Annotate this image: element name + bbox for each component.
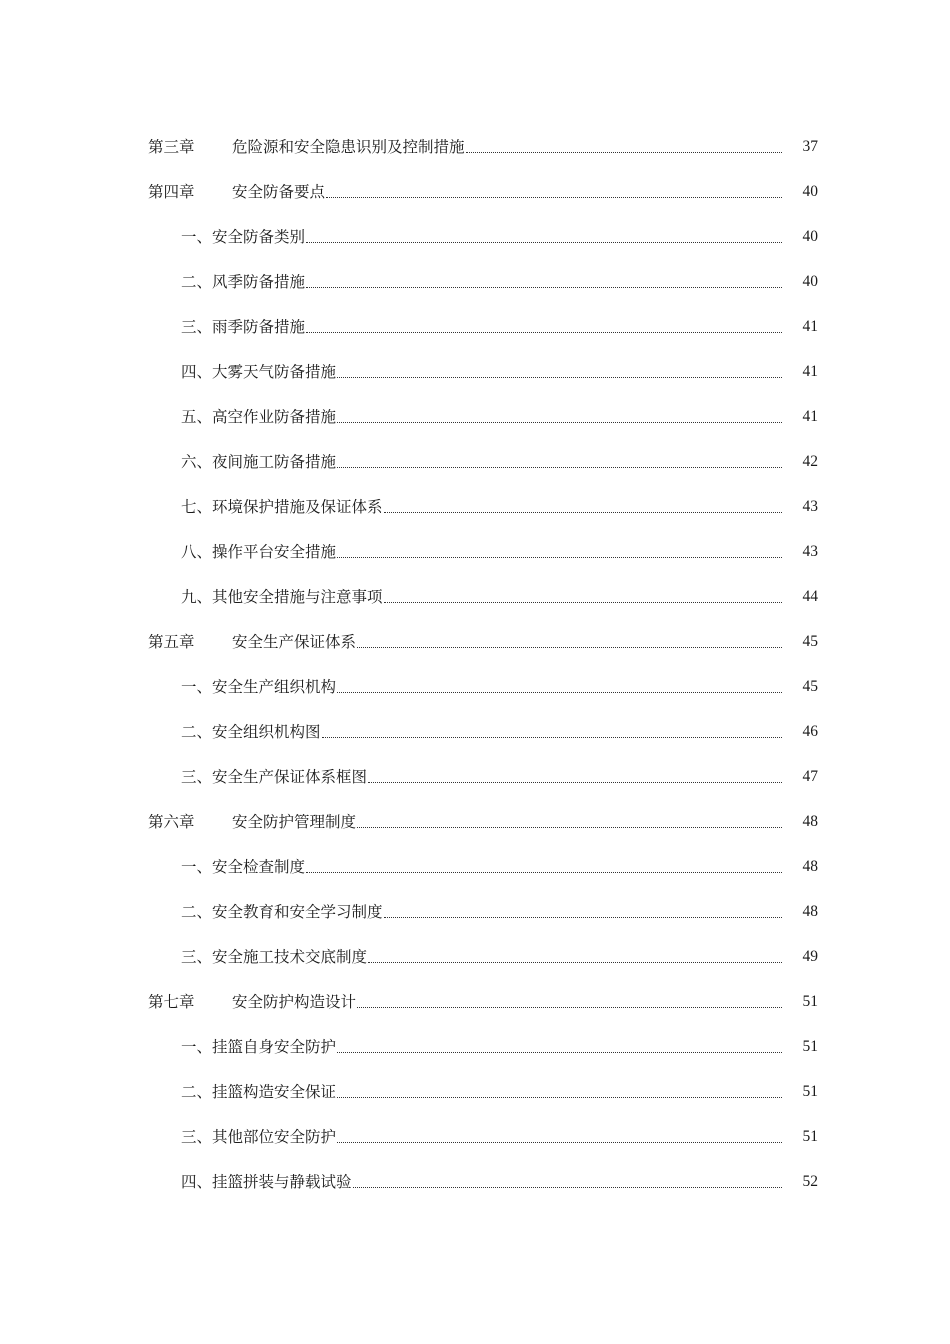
page-number: 41 [802,318,818,335]
toc-chapter-entry[interactable] [148,609,818,654]
toc-section-entry[interactable] [148,699,818,744]
entry-title: 三、安全施工技术交底制度 [181,948,368,966]
page-number: 47 [802,768,818,785]
entry-title: 八、操作平台安全措施 [181,543,337,561]
toc-chapter-entry[interactable] [148,969,818,1014]
entry-title: 九、其他安全措施与注意事项 [181,588,383,606]
dot-leader [306,331,782,333]
page-number: 51 [802,1128,818,1145]
entry-title: 安全生产保证体系 [232,633,357,651]
page-number: 37 [802,138,818,155]
dot-leader [337,376,782,378]
toc-chapter-entry[interactable] [148,159,818,204]
dot-leader [368,781,782,783]
toc-section-entry[interactable] [148,429,818,474]
dot-leader [384,511,782,513]
dot-leader [322,736,782,738]
entry-title: 一、安全检查制度 [181,858,306,876]
table-of-contents [148,114,818,1194]
page-number: 40 [802,183,818,200]
page-number: 52 [802,1173,818,1190]
dot-leader [337,1051,782,1053]
entry-title: 四、大雾天气防备措施 [181,363,337,381]
toc-section-entry[interactable] [148,294,818,339]
page-number: 48 [802,813,818,830]
entry-title: 二、风季防备措施 [181,273,306,291]
dot-leader [306,286,782,288]
page-number: 51 [802,993,818,1010]
toc-section-entry[interactable] [148,339,818,384]
toc-chapter-entry[interactable] [148,114,818,159]
page-number: 40 [802,273,818,290]
page-number: 43 [802,543,818,560]
toc-section-entry[interactable] [148,564,818,609]
dot-leader [357,646,782,648]
page-number: 49 [802,948,818,965]
dot-leader [337,1141,782,1143]
chapter-number: 第六章 [148,813,195,831]
toc-section-entry[interactable] [148,924,818,969]
dot-leader [337,421,782,423]
entry-title: 安全防护管理制度 [232,813,357,831]
toc-section-entry[interactable] [148,519,818,564]
page-number: 42 [802,453,818,470]
toc-section-entry[interactable] [148,1014,818,1059]
entry-title: 二、安全教育和安全学习制度 [181,903,383,921]
page-number: 51 [802,1038,818,1055]
toc-chapter-entry[interactable] [148,789,818,834]
dot-leader [353,1186,782,1188]
chapter-number: 第四章 [148,183,195,201]
toc-section-entry[interactable] [148,384,818,429]
dot-leader [384,601,782,603]
toc-section-entry[interactable] [148,204,818,249]
page-number: 51 [802,1083,818,1100]
entry-title: 三、其他部位安全防护 [181,1128,337,1146]
dot-leader [357,1006,782,1008]
page-number: 41 [802,363,818,380]
dot-leader [306,871,782,873]
entry-title: 安全防护构造设计 [232,993,357,1011]
entry-title: 一、安全防备类别 [181,228,306,246]
entry-title: 一、挂篮自身安全防护 [181,1038,337,1056]
entry-title: 六、夜间施工防备措施 [181,453,337,471]
dot-leader [337,466,782,468]
chapter-number: 第五章 [148,633,195,651]
page-number: 46 [802,723,818,740]
page-number: 41 [802,408,818,425]
dot-leader [337,691,782,693]
dot-leader [357,826,782,828]
page-number: 40 [802,228,818,245]
entry-title: 二、安全组织机构图 [181,723,321,741]
page-number: 44 [802,588,818,605]
toc-section-entry[interactable] [148,879,818,924]
entry-title: 一、安全生产组织机构 [181,678,337,696]
toc-section-entry[interactable] [148,1104,818,1149]
dot-leader [384,916,782,918]
dot-leader [368,961,782,963]
chapter-number: 第七章 [148,993,195,1011]
toc-section-entry[interactable] [148,654,818,699]
toc-section-entry[interactable] [148,744,818,789]
chapter-number: 第三章 [148,138,195,156]
entry-title: 七、环境保护措施及保证体系 [181,498,383,516]
entry-title: 四、挂篮拼装与静载试验 [181,1173,352,1191]
toc-section-entry[interactable] [148,1059,818,1104]
page-number: 43 [802,498,818,515]
entry-title: 三、雨季防备措施 [181,318,306,336]
entry-title: 三、安全生产保证体系框图 [181,768,368,786]
toc-section-entry[interactable] [148,1149,818,1194]
toc-section-entry[interactable] [148,249,818,294]
page-number: 48 [802,858,818,875]
page-number: 45 [802,633,818,650]
dot-leader [466,151,782,153]
toc-section-entry[interactable] [148,474,818,519]
dot-leader [306,241,782,243]
entry-title: 五、高空作业防备措施 [181,408,337,426]
entry-title: 二、挂篮构造安全保证 [181,1083,337,1101]
dot-leader [337,556,782,558]
toc-section-entry[interactable] [148,834,818,879]
page-number: 48 [802,903,818,920]
entry-title: 危险源和安全隐患识别及控制措施 [232,138,465,156]
page-number: 45 [802,678,818,695]
entry-title: 安全防备要点 [232,183,326,201]
dot-leader [337,1096,782,1098]
dot-leader [326,196,782,198]
